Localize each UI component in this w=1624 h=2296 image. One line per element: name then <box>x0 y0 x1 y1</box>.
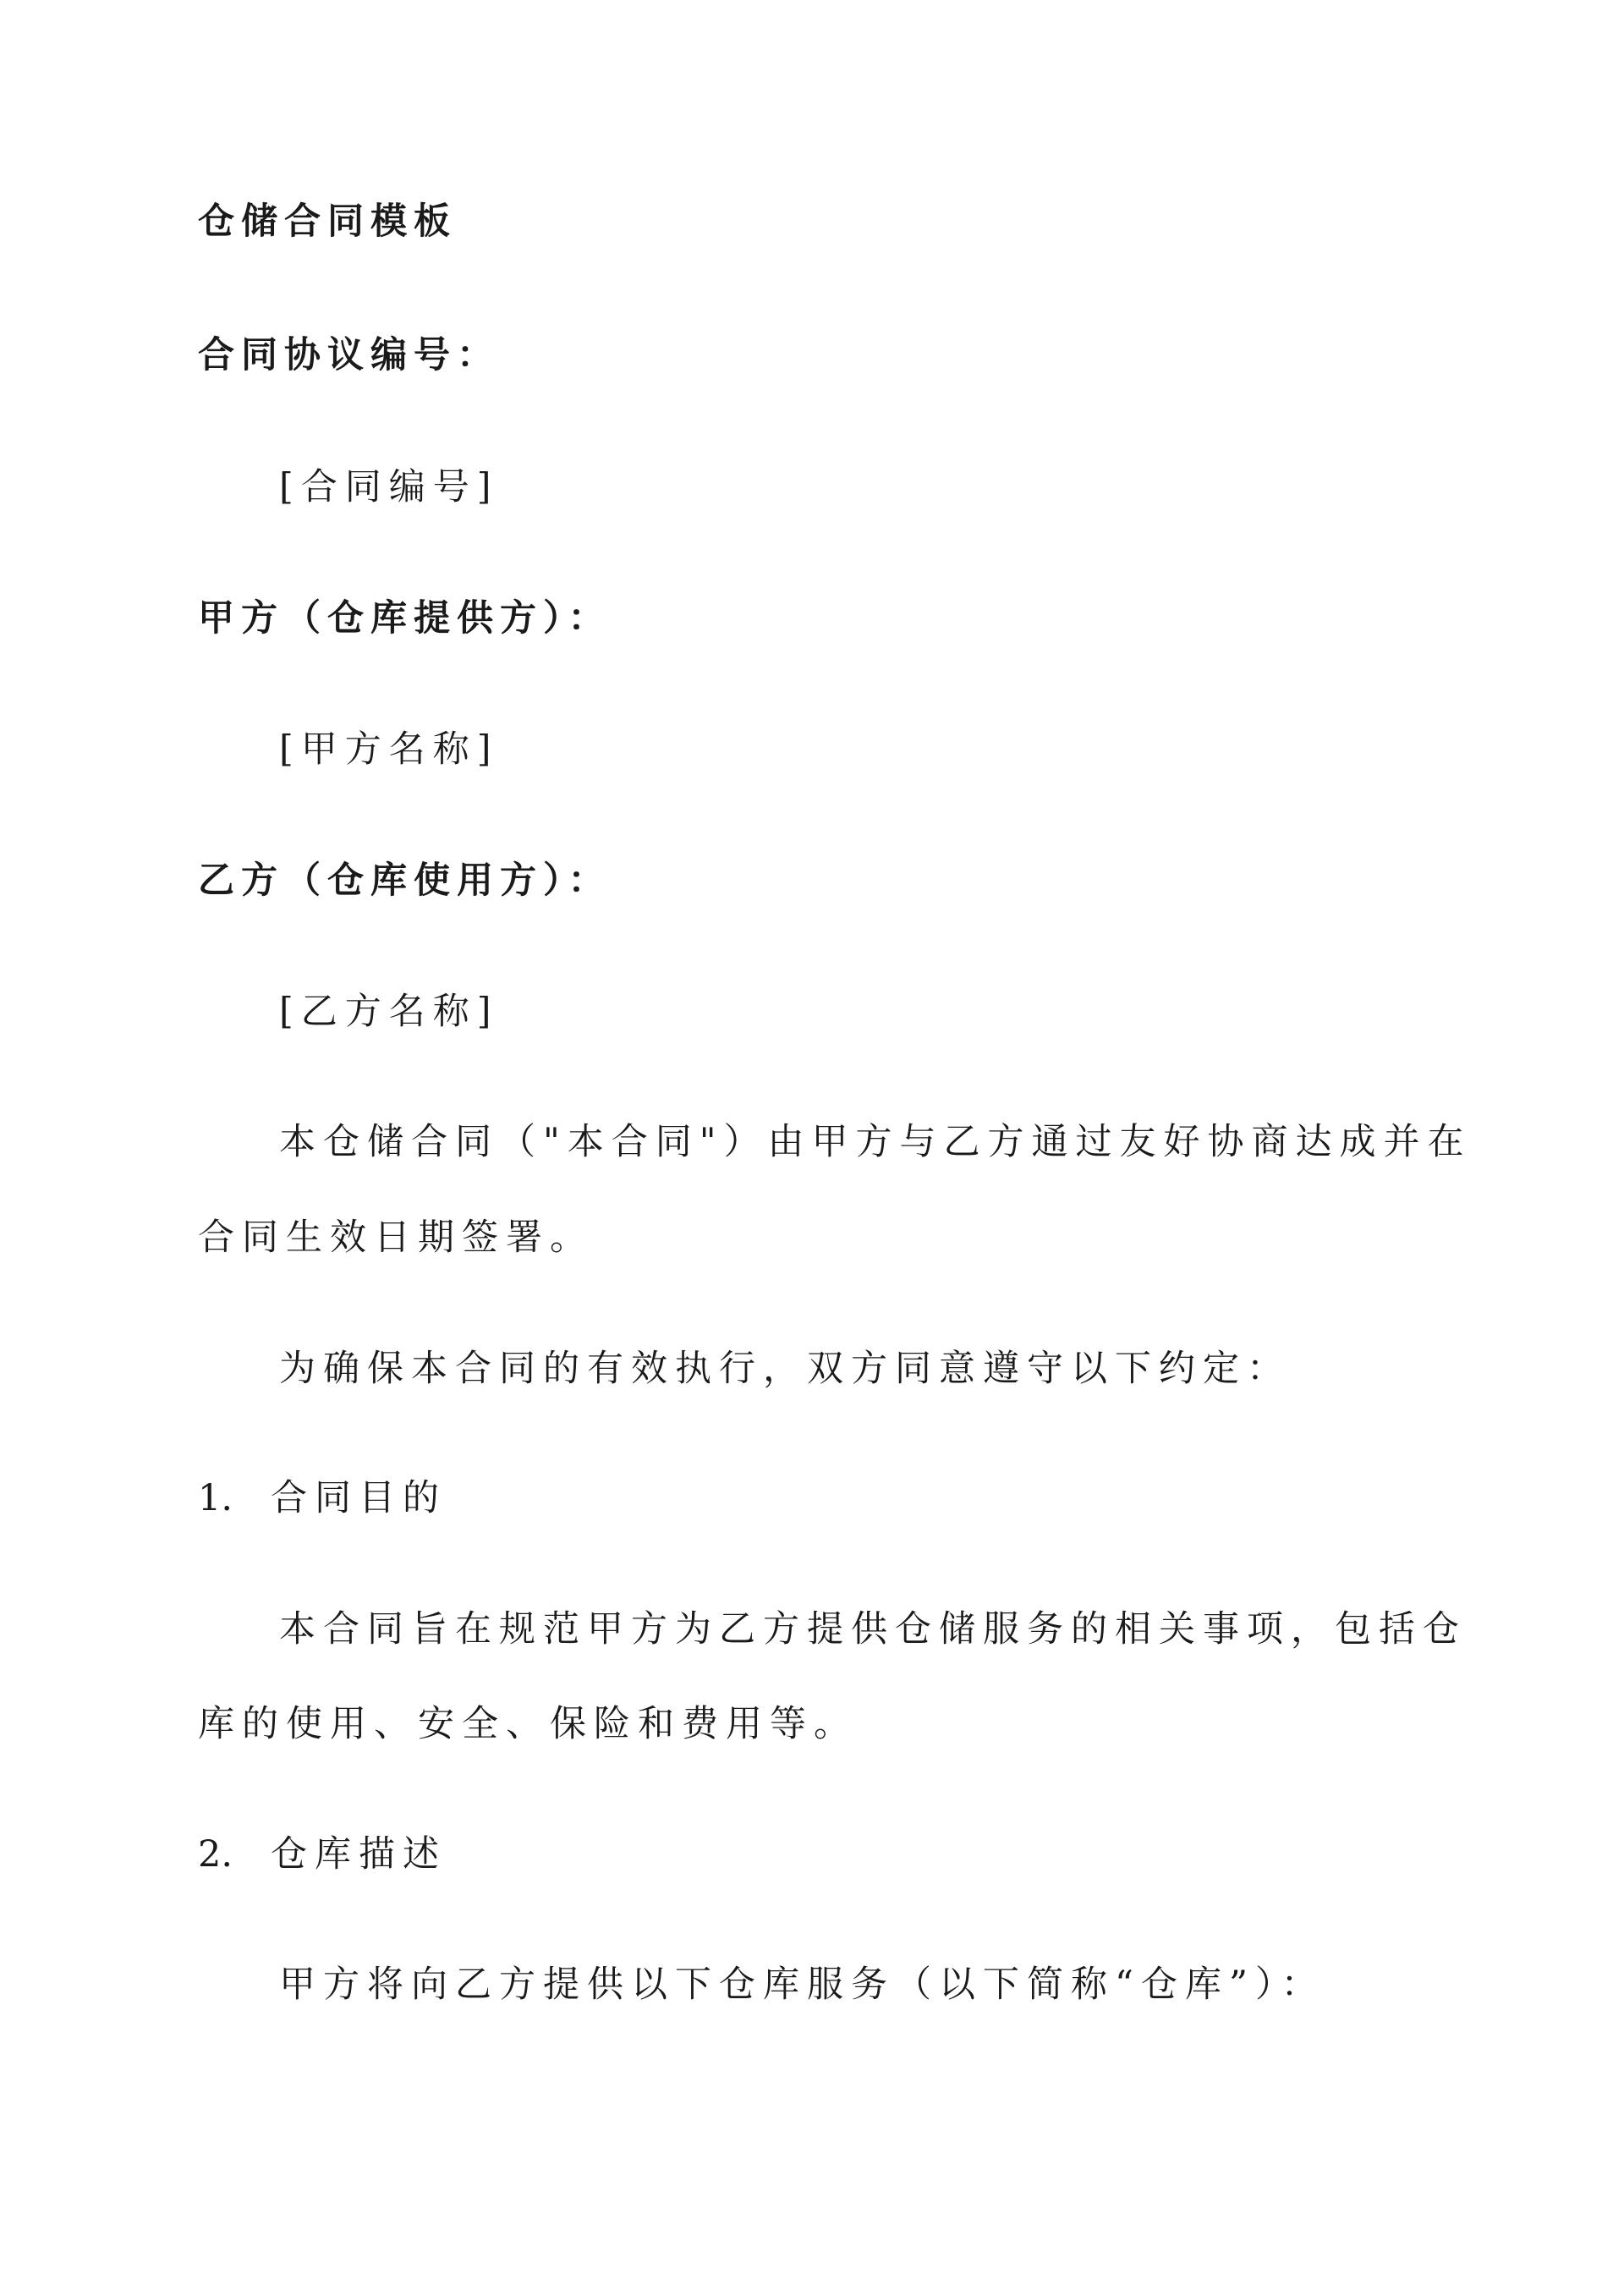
section-2-body-line-1: 甲方将向乙方提供以下仓库服务（以下简称“仓库”）： <box>279 1964 1325 2006</box>
contract-number-placeholder: [合同编号] <box>279 466 499 508</box>
section-1-title: 合同目的 <box>271 1477 447 1519</box>
contract-number-label: 合同协议编号： <box>198 334 500 376</box>
document-title: 仓储合同模板 <box>198 200 457 243</box>
section-1-body-line-2: 库的使用、安全、保险和费用等。 <box>198 1703 858 1745</box>
section-2-number: 2. <box>198 1833 233 1876</box>
section-1-heading <box>198 1475 447 1522</box>
section-1-number: 1. <box>198 1477 233 1519</box>
section-2-title: 仓库描述 <box>271 1833 447 1876</box>
party-a-label: 甲方（仓库提供方）： <box>198 597 612 640</box>
party-a-placeholder: [甲方名称] <box>279 728 499 771</box>
section-2-heading <box>198 1831 447 1878</box>
intro-paragraph-line-1: 本仓储合同（"本合同"）由甲方与乙方通过友好协商达成并在 <box>279 1121 1472 1163</box>
agreement-paragraph: 为确保本合同的有效执行，双方同意遵守以下约定： <box>279 1348 1291 1390</box>
intro-paragraph-line-2: 合同生效日期签署。 <box>198 1217 594 1259</box>
party-b-placeholder: [乙方名称] <box>279 991 499 1033</box>
section-1-body-line-1: 本合同旨在规范甲方为乙方提供仓储服务的相关事项，包括仓 <box>279 1608 1467 1651</box>
party-b-label: 乙方（仓库使用方）： <box>198 860 612 902</box>
